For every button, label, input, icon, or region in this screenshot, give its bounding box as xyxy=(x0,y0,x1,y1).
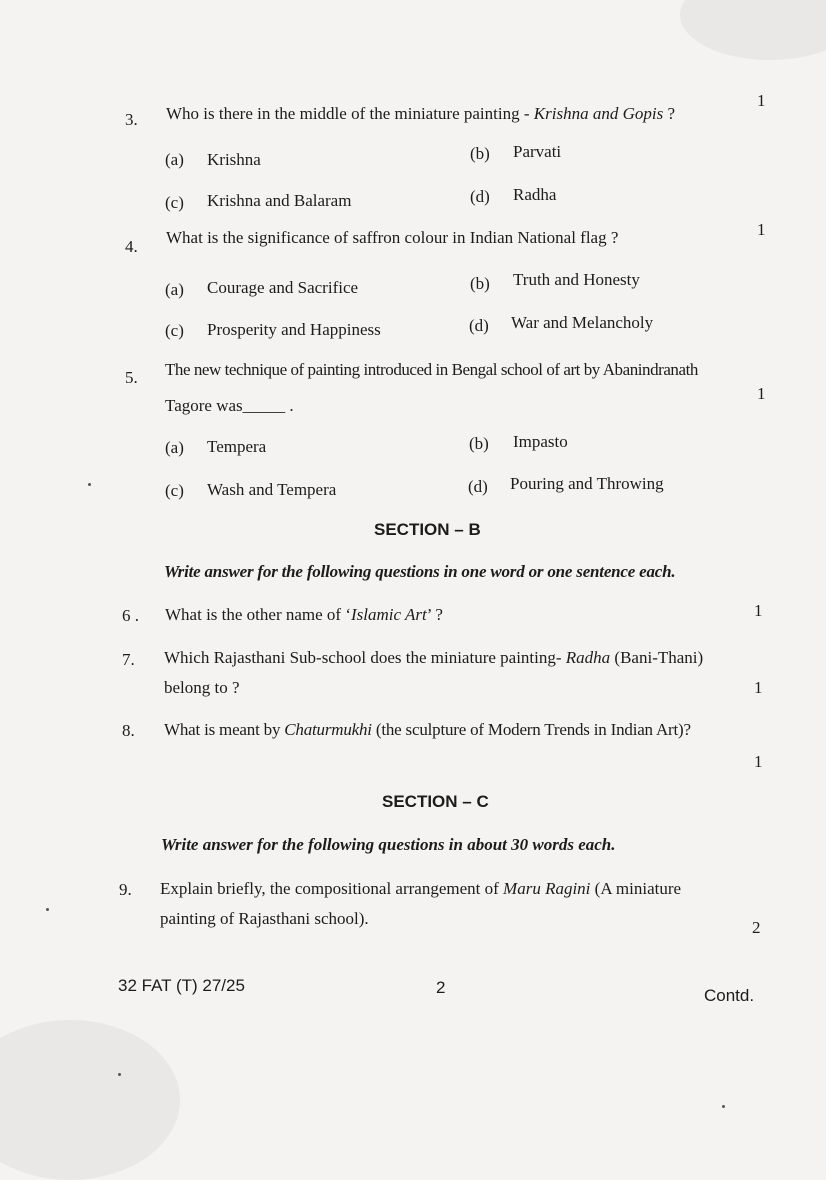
speck xyxy=(722,1105,725,1108)
question-marks: 1 xyxy=(757,384,766,403)
question-text: Explain briefly, the compositional arrangement of Maru Ragini (A miniature xyxy=(160,879,682,898)
question-marks: 1 xyxy=(754,752,763,771)
option-key: (a) xyxy=(165,280,184,299)
section-b-title: SECTION – B xyxy=(374,520,481,539)
question-text: What is the significance of saffron colour in Indian National flag ? xyxy=(166,228,619,247)
option-key: (c) xyxy=(165,321,184,340)
question-text: What is meant by Chaturmukhi (the sculpture of Modern Trends in Indian Art)? xyxy=(164,720,691,739)
question-text: Who is there in the middle of the miniature painting - Krishna and Gopis ? xyxy=(166,104,675,123)
option-key: (d) xyxy=(470,187,490,206)
paper-smudge xyxy=(680,0,826,60)
question-text: Tagore was_____ . xyxy=(165,396,294,415)
question-marks: 1 xyxy=(754,678,763,697)
option-key: (b) xyxy=(470,274,490,293)
speck xyxy=(118,1073,121,1076)
question-number: 5. xyxy=(125,368,138,387)
question-text: What is the other name of ‘Islamic Art’ ? xyxy=(165,605,443,624)
question-marks: 1 xyxy=(757,220,766,239)
speck xyxy=(46,908,49,911)
question-text: belong to ? xyxy=(164,678,240,697)
option-text: Wash and Tempera xyxy=(207,480,337,499)
option-text: Courage and Sacrifice xyxy=(207,278,359,297)
option-text: Radha xyxy=(513,185,557,204)
question-marks: 1 xyxy=(754,601,763,620)
paper-code: 32 FAT (T) 27/25 xyxy=(118,976,245,995)
option-key: (b) xyxy=(470,144,490,163)
paper-smudge xyxy=(0,1020,180,1180)
option-key: (b) xyxy=(469,434,489,453)
question-number: 4. xyxy=(125,237,138,256)
question-number: 3. xyxy=(125,110,138,129)
page-number: 2 xyxy=(436,978,446,997)
question-text: Which Rajasthani Sub-school does the miniature painting- Radha (Bani-Thani) xyxy=(164,648,704,667)
option-text: Truth and Honesty xyxy=(513,270,640,289)
question-number: 6 . xyxy=(122,606,139,625)
option-text: Tempera xyxy=(207,437,267,456)
question-text: The new technique of painting introduced in Bengal school of art by Abanindranath xyxy=(165,360,698,379)
option-text: Pouring and Throwing xyxy=(510,474,664,493)
option-text: Krishna xyxy=(207,150,261,169)
question-number: 7. xyxy=(122,650,135,669)
question-number: 9. xyxy=(119,880,132,899)
section-c-title: SECTION – C xyxy=(382,792,489,811)
contd-label: Contd. xyxy=(704,986,755,1005)
option-text: Parvati xyxy=(513,142,562,161)
option-text: Prosperity and Happiness xyxy=(207,320,381,339)
option-key: (c) xyxy=(165,481,184,500)
option-key: (c) xyxy=(165,193,184,212)
option-text: Krishna and Balaram xyxy=(207,191,352,210)
question-text: painting of Rajasthani school). xyxy=(160,909,369,928)
section-c-instruction: Write answer for the following questions in about 30 words each. xyxy=(161,835,616,854)
option-key: (d) xyxy=(468,477,488,496)
option-key: (a) xyxy=(165,438,184,457)
question-number: 8. xyxy=(122,721,135,740)
option-key: (d) xyxy=(469,316,489,335)
question-marks: 2 xyxy=(752,918,761,937)
option-text: War and Melancholy xyxy=(511,313,654,332)
section-b-instruction: Write answer for the following questions in one word or one sentence each. xyxy=(164,562,676,581)
question-marks: 1 xyxy=(757,91,766,110)
option-text: Impasto xyxy=(513,432,568,451)
option-key: (a) xyxy=(165,150,184,169)
speck xyxy=(88,483,91,486)
